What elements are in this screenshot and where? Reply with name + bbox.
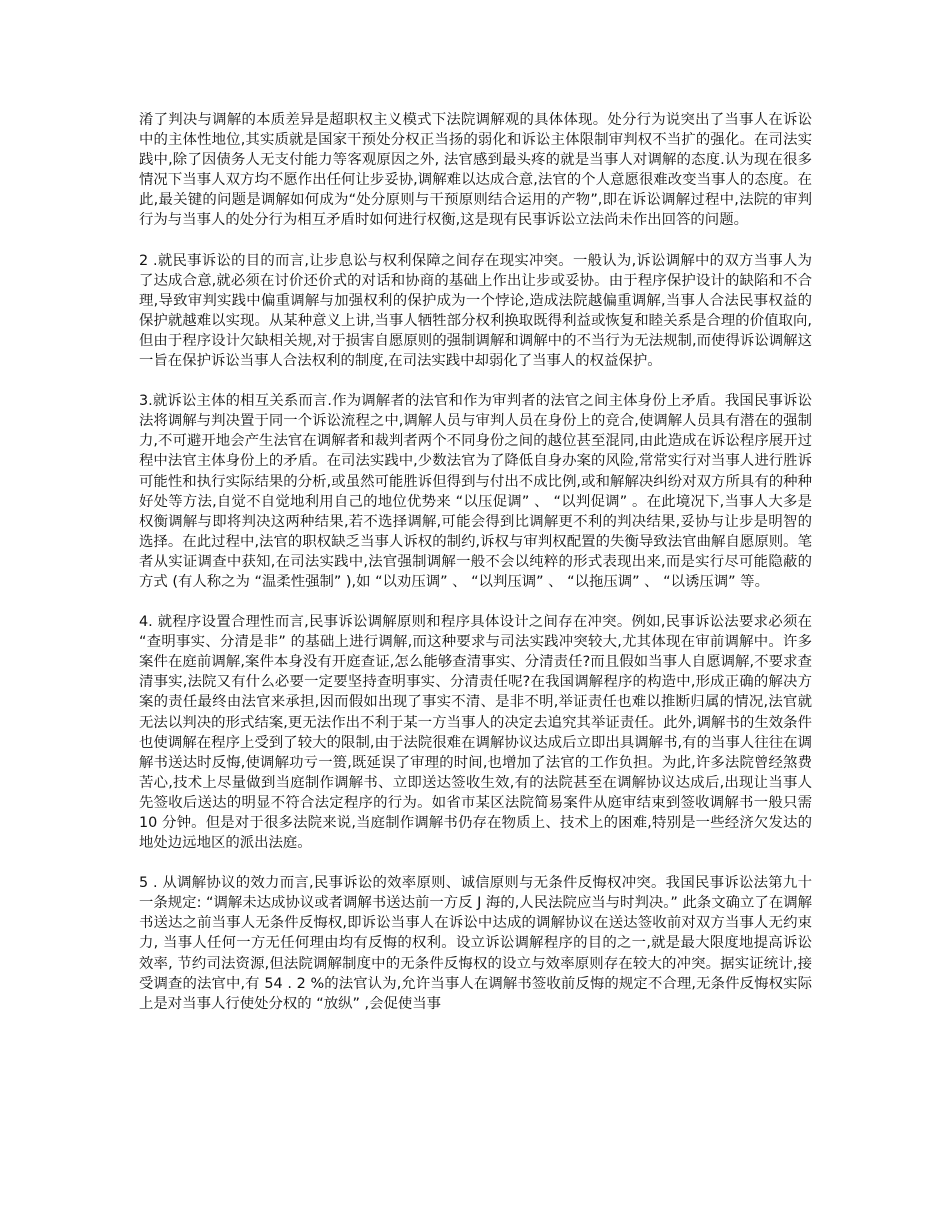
paragraph-4: 4. 就程序设置合理性而言,民事诉讼调解原则和程序具体设计之间存在冲突。例如,民事诉讼法要求必须在 “查明事实、分清是非” 的基础上进行调解,而这种要求与司法实践冲突较大,尤其体现在审前调解中。许多案件在庭前调解,案件本身没有开庭查证,怎么能够查清事实、分清责任?而且假如当事人自愿调解,不要求查清事实,法院又有什么必要一定要坚持查明事实、分清责任呢?在我国调解程序的构造中,形成正确的解决方案的责任最终由法官来承担,因而假如出现了事实不清、是非不明,举证责任也难以推断归属的情况,法官就无法以判决的形式结案,更无法作出不利于某一方当事人的决定去追究其举证责任。此外,调解书的生效条件也使调解在程序上受到了较大的限制,由于法院很难在调解协议达成后立即出具调解书,有的当事人往往在调解书送达时反悔,使调解功亏一篑,既延误了审理的时间,也增加了法官的工作负担。为此,许多法院曾经煞费苦心,技术上尽量做到当庭制作调解书、立即送达签收生效,有的法院甚至在调解协议达成后,出现让当事人先签收后送达的明显不符合法定程序的行为。如省市某区法院简易案件从庭审结束到签收调解书一般只需 10 分钟。但是对于很多法院来说,当庭制作调解书仍存在物质上、技术上的困难,特别是一些经济欠发达的地处边远地区的派出法庭。 [139,614,812,852]
paragraph-1: 淆了判决与调解的本质差异是超职权主义模式下法院调解观的具体体现。处分行为说突出了当事人在诉讼中的主体性地位,其实质就是国家干预处分权正当扬的弱化和诉讼主体限制审判权不当扩的强化。在司法实践中,除了因债务人无支付能力等客观原因之外, 法官感到最头疼的就是当事人对调解的态度.认为现在很多情况下当事人双方均不愿作出任何让步妥协,调解难以达成合意,法官的个人意愿很难改变当事人的态度。在此,最关键的问题是调解如何成为“处分原则与干预原则结合运用的产物”,即在诉讼调解过程中,法院的审判行为与当事人的处分行为相互矛盾时如何进行权衡,这是现有民事诉讼立法尚未作出回答的问题。 [139,112,812,229]
paragraph-3: 3.就诉讼主体的相互关系而言.作为调解者的法官和作为审判者的法官之间主体身份上矛盾。我国民事诉讼法将调解与判决置于同一个诉讼流程之中,调解人员与审判人员在身份上的竞合,使调解人员具有潜在的强制力,不可避开地会产生法官在调解者和裁判者两个不同身份之间的越位甚至混同,由此造成在诉讼程序展开过程中法官主体身份上的矛盾。在司法实践中,少数法官为了降低自身办案的风险,常常实行对当事人进行胜诉可能性和执行实际结果的分析,或虽然可能胜诉但得到与付出不成比例,或和解解决纠纷对双方所具有的种种好处等方法,自觉不自觉地利用自己的地位优势来 “以压促调” 、 “以判促调” 。在此境况下,当事人大多是权衡调解与即将判决这两种结果,若不选择调解,可能会得到比调解更不利的判决结果,妥协与让步是明智的选择。在此过程中,法官的职权缺乏当事人诉权的制约,诉权与审判权配置的失衡导致法官曲解自愿原则。笔者从实证调查中获知,在司法实践中,法官强制调解一般不会以纯粹的形式表现出来,而是实行尽可能隐蔽的方式 (有人称之为 “温柔性强制” ),如 “以劝压调” 、 “以判压调” 、 “以拖压调” 、 “以诱压调” 等。 [139,393,812,590]
paragraph-5: 5 . 从调解协议的效力而言,民事诉讼的效率原则、诚信原则与无条件反悔权冲突。我国民事诉讼法第九十一条规定: “调解未达成协议或者调解书送达前一方反 J 海的,人民法院应当与时判决。” 此条文确立了在调解书送达之前当事人无条件反悔权,即诉讼当事人在诉讼中达成的调解协议在送达签收前对双方当事人无约束力, 当事人任何一方无任何理由均有反悔的权利。设立诉讼调解程序的目的之一,就是最大限度地提高诉讼效率, 节约司法资源,但法院调解制度中的无条件反悔权的设立与效率原则存在较大的冲突。据实证统计,接受调查的法官中,有 54 . 2 %的法官认为,允许当事人在调解书签收前反悔的规定不合理,无条件反悔权实际上是对当事人行使处分权的 “放纵” ,会促使当事 [139,875,812,1012]
document-page [139,110,812,1034]
paragraph-2: 2 .就民事诉讼的目的而言,让步息讼与权利保障之间存在现实冲突。一般认为,诉讼调解中的双方当事人为了达成合意,就必须在讨价还价式的对话和协商的基础上作出让步或妥协。由于程序保护设计的缺陷和不合理,导致审判实践中偏重调解与加强权利的保护成为一个悖论,造成法院越偏重调解,当事人合法民事权益的保护就越难以实现。从某种意义上讲,当事人牺牲部分权利换取既得利益或恢复和睦关系是合理的价值取向, 但由于程序设计欠缺相关规,对于损害自愿原则的强制调解和调解中的不当行为无法规制,而使得诉讼调解这一旨在保护诉讼当事人合法权利的制度,在司法实践中却弱化了当事人的权益保护。 [139,252,812,370]
